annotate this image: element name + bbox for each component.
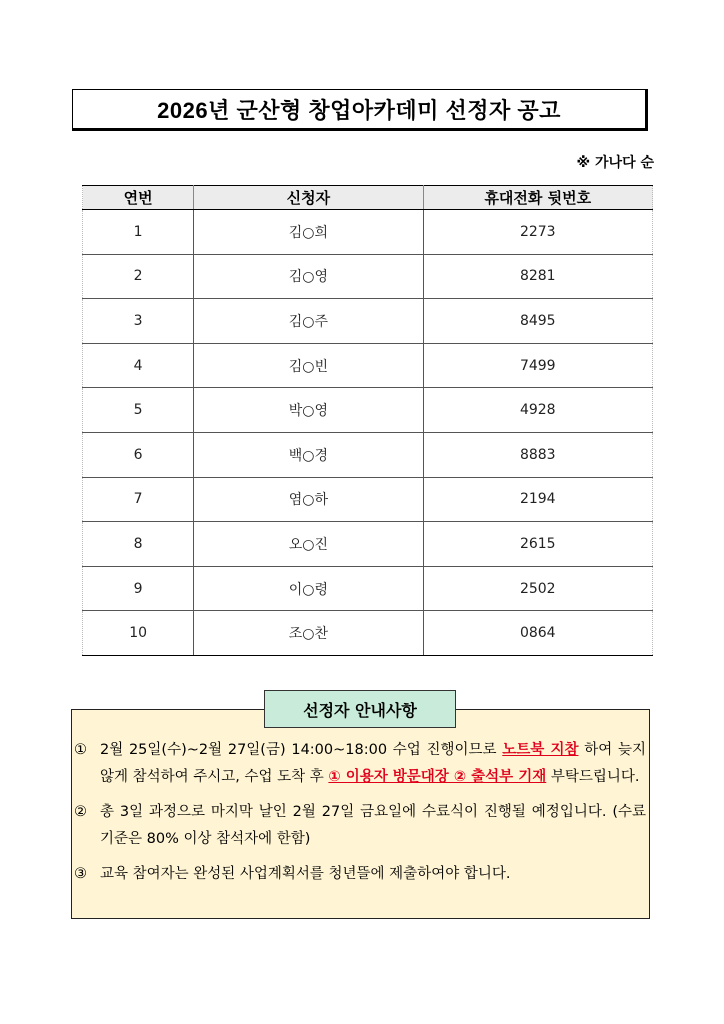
notice-text-part: 부탁드립니다. <box>546 769 640 785</box>
table-row <box>83 299 653 344</box>
cell-name: 조○찬 <box>194 611 423 656</box>
notice-text <box>100 737 648 791</box>
table-row <box>83 343 653 388</box>
highlight-laptop: 노트북 지참 <box>502 742 579 758</box>
table-row <box>83 566 653 611</box>
cell-phone: 2502 <box>423 566 652 611</box>
notice-marker: ③ <box>74 866 87 882</box>
notice-item <box>74 861 648 888</box>
cell-number: 8 <box>83 522 194 567</box>
cell-name: 오○진 <box>194 522 423 567</box>
notice-heading: 선정자 안내사항 <box>264 690 456 728</box>
cell-number: 1 <box>83 210 194 255</box>
table-header-row <box>83 186 653 210</box>
cell-phone: 2615 <box>423 522 652 567</box>
cell-name: 김○주 <box>194 299 423 344</box>
notice-text: 교육 참여자는 완성된 사업계획서를 청년뜰에 제출하여야 합니다. <box>100 866 511 882</box>
cell-number: 7 <box>83 477 194 522</box>
cell-name: 김○빈 <box>194 343 423 388</box>
cell-number: 2 <box>83 254 194 299</box>
header-phone-suffix: 휴대전화 뒷번호 <box>423 186 652 210</box>
cell-number: 9 <box>83 566 194 611</box>
header-number: 연번 <box>83 186 194 210</box>
table-row <box>83 388 653 433</box>
cell-name: 박○영 <box>194 388 423 433</box>
notice-item <box>74 799 648 853</box>
cell-phone: 8495 <box>423 299 652 344</box>
table-row <box>83 254 653 299</box>
sort-note: ※ 가나다 순 <box>576 155 654 171</box>
cell-name: 김○희 <box>194 210 423 255</box>
cell-name: 김○영 <box>194 254 423 299</box>
cell-phone: 7499 <box>423 343 652 388</box>
cell-phone: 2194 <box>423 477 652 522</box>
cell-number: 10 <box>83 611 194 656</box>
cell-number: 3 <box>83 299 194 344</box>
highlight-guestbook-attendance: ① 이용자 방문대장 ② 출석부 기재 <box>328 769 547 785</box>
table-row <box>83 432 653 477</box>
notice-item <box>74 737 648 791</box>
table-row <box>83 522 653 567</box>
cell-number: 6 <box>83 432 194 477</box>
cell-name: 이○령 <box>194 566 423 611</box>
cell-number: 5 <box>83 388 194 433</box>
cell-name: 백○경 <box>194 432 423 477</box>
notice-text-part: 2월 25일(수)~2월 27일(금) 14:00~18:00 수업 진행이므로 <box>100 742 503 758</box>
cell-phone: 2273 <box>423 210 652 255</box>
title-box <box>72 89 648 131</box>
table-row <box>83 477 653 522</box>
notice-text-part: 하여 늦지 않게 참석하여 주시고, 수업 도착 후 <box>100 742 646 785</box>
cell-phone: 8883 <box>423 432 652 477</box>
cell-number: 4 <box>83 343 194 388</box>
table-row <box>83 210 653 255</box>
cell-name: 염○하 <box>194 477 423 522</box>
notice-text: 총 3일 과정으로 마지막 날인 2월 27일 금요일에 수료식이 진행될 예정입니다. (수료 기준은 80% 이상 참석자에 한함) <box>100 804 646 847</box>
cell-phone: 4928 <box>423 388 652 433</box>
cell-phone: 8281 <box>423 254 652 299</box>
notice-list <box>74 737 648 896</box>
page-title: 2026년 군산형 창업아카데미 선정자 공고 <box>157 97 561 123</box>
table-row <box>83 611 653 656</box>
notice-marker: ② <box>74 804 87 820</box>
cell-phone: 0864 <box>423 611 652 656</box>
notice-marker: ① <box>74 742 87 758</box>
selection-table <box>82 185 653 656</box>
header-applicant: 신청자 <box>194 186 423 210</box>
